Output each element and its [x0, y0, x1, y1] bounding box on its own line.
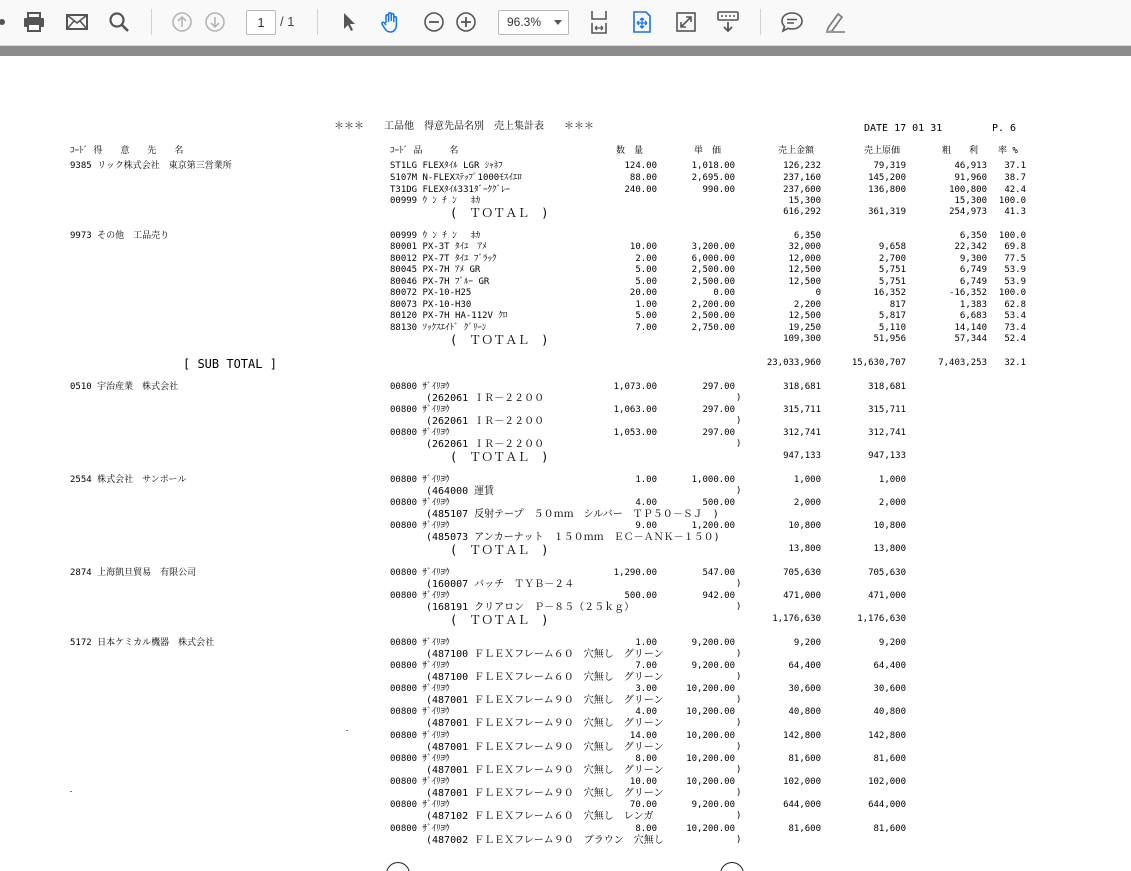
item-detail: (160007 バッチ ＴＹＢ－２４	[426, 579, 575, 590]
unit-price: 10,200.00	[686, 754, 735, 764]
unit-price: 9,200.00	[691, 638, 735, 648]
item-detail: (487001 ＦＬＥＸフレーム９０ 穴無し グリーン	[426, 788, 664, 799]
header-item: ｺｰﾄﾞ 品 名	[390, 146, 459, 156]
unit-price: 990.00	[702, 185, 735, 195]
unit-price: 10,200.00	[686, 731, 735, 741]
quantity: 4.00	[635, 498, 657, 508]
detail-close-paren: )	[736, 602, 742, 612]
gross-profit: 6,683	[959, 311, 987, 321]
item-detail: (485073 アンカーナット １５０ｍｍ ＥＣ－ＡＮＫ－１５０)	[426, 532, 720, 543]
next-page-icon[interactable]	[199, 7, 231, 37]
sales-amount: 64,400	[788, 661, 821, 671]
cost-amount: 5,817	[878, 311, 906, 321]
gross-profit: -16,352	[949, 288, 987, 298]
profit-rate: 38.7	[1004, 173, 1026, 183]
quantity: 1,053.00	[613, 428, 657, 438]
item-name: S107M N-FLEXｽﾃｯﾌﾟ1000ﾓｽｲｴﾛ	[390, 173, 522, 183]
customer-name: 0510 宇治産業 株式会社	[70, 382, 179, 392]
sign-icon[interactable]	[819, 7, 851, 37]
unit-price: 6,000.00	[691, 254, 735, 264]
cost-amount: 5,110	[878, 323, 906, 333]
header-quantity: 数 量	[616, 146, 644, 156]
total-label: ( ＴＯＴＡＬ )	[450, 613, 549, 627]
quantity: 8.00	[635, 754, 657, 764]
unit-price: 3,200.00	[691, 242, 735, 252]
quantity: 20.00	[629, 288, 657, 298]
unit-price: 0.00	[713, 288, 735, 298]
item-detail: (487102 ＦＬＥＸフレーム６０ 穴無し レンガ	[426, 811, 654, 822]
gross-profit: 14,140	[954, 323, 987, 333]
cost-amount: 5,751	[878, 265, 906, 275]
cost-amount: 1,000	[878, 475, 906, 485]
detail-close-paren: )	[736, 416, 742, 426]
sales-amount: 126,232	[783, 161, 821, 171]
item-name: 00800 ｻﾞｲﾘﾖｳ	[390, 754, 450, 764]
quantity: 70.00	[629, 800, 657, 810]
unit-price: 297.00	[702, 405, 735, 415]
sales-amount: 237,160	[783, 173, 821, 183]
detail-close-paren: )	[736, 672, 742, 682]
profit-rate: 77.5	[1004, 254, 1026, 264]
item-name: 00800 ｻﾞｲﾘﾖｳ	[390, 661, 450, 671]
gross-profit: 100,800	[949, 185, 987, 195]
detail-close-paren: )	[736, 835, 742, 845]
cost-amount: 81,600	[873, 824, 906, 834]
item-detail: (262061 ＩＲ－２２００	[426, 416, 545, 427]
sales-amount: 81,600	[788, 754, 821, 764]
item-name: 80072 PX-10-H25	[390, 288, 472, 298]
cost-amount: 817	[889, 300, 906, 310]
item-name: 00800 ｻﾞｲﾘﾖｳ	[390, 498, 450, 508]
sales-amount: 471,000	[783, 591, 821, 601]
cost-amount: 318,681	[868, 382, 906, 392]
quantity: 5.00	[635, 265, 657, 275]
search-icon[interactable]	[103, 7, 135, 37]
sales-amount: 6,350	[793, 231, 821, 241]
gross-profit: 57,344	[954, 334, 987, 344]
item-name: 00800 ｻﾞｲﾘﾖｳ	[390, 475, 450, 485]
header-customer: ｺｰﾄﾞ 得 意 先 名	[70, 146, 184, 156]
detail-close-paren: )	[736, 695, 742, 705]
item-name: ST1LG FLEXﾀｲﾙ LGR ｼｬﾈﾌ	[390, 161, 503, 171]
unit-price: 547.00	[702, 568, 735, 578]
unit-price: 2,500.00	[691, 311, 735, 321]
quantity: 1.00	[635, 475, 657, 485]
quantity: 5.00	[635, 277, 657, 287]
unit-price: 9,200.00	[691, 661, 735, 671]
quantity: 14.00	[629, 731, 657, 741]
cost-amount: 136,800	[868, 185, 906, 195]
quantity: 3.00	[635, 684, 657, 694]
item-name: 00999 ｳ ﾝ ﾁ ﾝ ﾎｶ	[390, 196, 481, 206]
quantity: 10.00	[629, 777, 657, 787]
profit-rate: 100.0	[998, 231, 1026, 241]
cost-amount: 471,000	[868, 591, 906, 601]
item-name: 00800 ｻﾞｲﾘﾖｳ	[390, 382, 450, 392]
printer-icon[interactable]	[18, 7, 50, 37]
unit-price: 297.00	[702, 382, 735, 392]
cost-amount: 9,200	[878, 638, 906, 648]
profit-rate: 69.8	[1004, 242, 1026, 252]
item-detail: (262061 ＩＲ－２２００	[426, 393, 545, 404]
comment-icon[interactable]	[776, 7, 808, 37]
quantity: 1,073.00	[613, 382, 657, 392]
unit-price: 9,200.00	[691, 800, 735, 810]
cost-amount: 30,600	[873, 684, 906, 694]
item-name: 00800 ｻﾞｲﾘﾖｳ	[390, 521, 450, 531]
item-name: 00800 ｻﾞｲﾘﾖｳ	[390, 638, 450, 648]
sales-amount: 15,300	[788, 196, 821, 206]
customer-name: 2874 上海凱旦貿易 有限公司	[70, 568, 197, 578]
cost-amount: 361,319	[868, 207, 906, 217]
header-rate: 率 %	[998, 146, 1018, 156]
gross-profit: 22,342	[954, 242, 987, 252]
item-name: 00800 ｻﾞｲﾘﾖｳ	[390, 591, 450, 601]
page-number: P. 6	[992, 123, 1017, 134]
total-label: ( ＴＯＴＡＬ )	[450, 450, 549, 464]
quantity: 124.00	[624, 161, 657, 171]
pdf-page	[0, 56, 1131, 871]
item-detail: (487100 ＦＬＥＸフレーム６０ 穴無し グリーン	[426, 672, 664, 683]
item-name: 00800 ｻﾞｲﾘﾖｳ	[390, 684, 450, 694]
item-detail: (168191 クリアロン Ｐ－８５（２５ｋｇ）	[426, 602, 635, 613]
gross-profit: 1,383	[959, 300, 987, 310]
detail-close-paren: )	[736, 649, 742, 659]
sales-amount: 237,600	[783, 185, 821, 195]
sales-amount: 312,741	[783, 428, 821, 438]
cost-amount: 644,000	[868, 800, 906, 810]
unit-price: 1,000.00	[691, 475, 735, 485]
cost-amount: 40,800	[873, 707, 906, 717]
item-name: 00800 ｻﾞｲﾘﾖｳ	[390, 428, 450, 438]
unit-price: 10,200.00	[686, 824, 735, 834]
customer-name: 2554 株式会社 サンポール	[70, 475, 187, 485]
profit-rate: 53.9	[1004, 265, 1026, 275]
total-label: ( ＴＯＴＡＬ )	[450, 543, 549, 557]
sales-amount: 12,500	[788, 311, 821, 321]
gross-profit: 7,403,253	[938, 358, 987, 368]
gross-profit: 46,913	[954, 161, 987, 171]
item-name: 00800 ｻﾞｲﾘﾖｳ	[390, 405, 450, 415]
item-detail: (487002 ＦＬＥＸフレーム９０ ブラウン 穴無し	[426, 835, 664, 846]
profit-rate: 52.4	[1004, 334, 1026, 344]
sales-amount: 947,133	[783, 451, 821, 461]
cost-amount: 15,630,707	[851, 358, 906, 368]
sales-amount: 30,600	[788, 684, 821, 694]
gross-profit: 91,960	[954, 173, 987, 183]
item-name: 80012 PX-7T ﾀｲﾕ ﾌﾞﾗｯｸ	[390, 254, 497, 264]
sales-amount: 12,500	[788, 265, 821, 275]
detail-close-paren: )	[736, 765, 742, 775]
header-cost: 売上原価	[864, 146, 901, 156]
mail-icon[interactable]	[61, 7, 93, 37]
profit-rate: 37.1	[1004, 161, 1026, 171]
unit-price: 500.00	[702, 498, 735, 508]
detail-close-paren: )	[736, 742, 742, 752]
cost-amount: 5,751	[878, 277, 906, 287]
binder-hole	[720, 862, 744, 871]
header-unit-price: 単 価	[694, 146, 722, 156]
gross-profit: 6,350	[959, 231, 987, 241]
report-title: ＊＊＊ 工品他 得意先品名別 売上集計表 ＊＊＊	[334, 121, 594, 132]
unit-price: 2,695.00	[691, 173, 735, 183]
fit-width-icon[interactable]	[626, 7, 658, 37]
customer-name: 5172 日本ケミカル機器 株式会社	[70, 638, 215, 648]
sales-amount: 1,000	[793, 475, 821, 485]
gross-profit: 15,300	[954, 196, 987, 206]
quantity: 7.00	[635, 323, 657, 333]
item-name: 00800 ｻﾞｲﾘﾖｳ	[390, 824, 450, 834]
scan-speck	[346, 730, 348, 731]
sales-amount: 318,681	[783, 382, 821, 392]
item-detail: (487001 ＦＬＥＸフレーム９０ 穴無し グリーン	[426, 765, 664, 776]
item-name: 88130 ｿｯｸｽｴｲﾄﾞ ｸﾞﾘｰﾝ	[390, 323, 487, 333]
cost-amount: 145,200	[868, 173, 906, 183]
sales-amount: 2,200	[793, 300, 821, 310]
item-name: 00800 ｻﾞｲﾘﾖｳ	[390, 800, 450, 810]
detail-close-paren: )	[736, 788, 742, 798]
cost-amount: 51,956	[873, 334, 906, 344]
reader-toolbar	[0, 0, 1131, 46]
item-name: 00800 ｻﾞｲﾘﾖｳ	[390, 731, 450, 741]
quantity: 8.00	[635, 824, 657, 834]
profit-rate: 41.3	[1004, 207, 1026, 217]
unit-price: 2,200.00	[691, 300, 735, 310]
item-name: 80073 PX-10-H30	[390, 300, 472, 310]
page-total-label: / 1	[280, 14, 295, 29]
gross-profit: 6,749	[959, 277, 987, 287]
sales-amount: 81,600	[788, 824, 821, 834]
sales-amount: 616,292	[783, 207, 821, 217]
sales-amount: 12,500	[788, 277, 821, 287]
gross-profit: 6,749	[959, 265, 987, 275]
unit-price: 942.00	[702, 591, 735, 601]
binder-hole	[386, 862, 410, 871]
full-screen-icon[interactable]	[670, 7, 702, 37]
unit-price: 297.00	[702, 428, 735, 438]
item-name: 80001 PX-3T ﾀｲﾕ ｱﾒ	[390, 242, 487, 252]
cost-amount: 79,319	[873, 161, 906, 171]
header-profit: 粗 利	[942, 146, 979, 156]
gross-profit: 254,973	[949, 207, 987, 217]
profit-rate: 53.9	[1004, 277, 1026, 287]
profit-rate: 62.8	[1004, 300, 1026, 310]
item-name: T31DG FLEXﾀｲﾙ331ﾀﾞｰｸｸﾞﾚｰ	[390, 185, 510, 195]
sales-amount: 10,800	[788, 521, 821, 531]
cost-amount: 312,741	[868, 428, 906, 438]
customer-name: 9385 リック株式会社 東京第三営業所	[70, 161, 232, 171]
sales-amount: 102,000	[783, 777, 821, 787]
cost-amount: 142,800	[868, 731, 906, 741]
page-fit-icon[interactable]	[583, 7, 615, 37]
sales-amount: 12,000	[788, 254, 821, 264]
quantity: 4.00	[635, 707, 657, 717]
zoom-in-icon[interactable]	[450, 7, 482, 37]
toolbar-divider	[760, 9, 761, 35]
sales-amount: 0	[815, 288, 821, 298]
quantity: 10.00	[629, 242, 657, 252]
detail-close-paren: )	[736, 486, 742, 496]
quantity: 9.00	[635, 521, 657, 531]
item-name: 80046 PX-7H ﾌﾞﾙｰ GR	[390, 277, 490, 287]
cost-amount: 102,000	[868, 777, 906, 787]
item-detail: (487100 ＦＬＥＸフレーム６０ 穴無し グリーン	[426, 649, 664, 660]
cost-amount: 9,658	[878, 242, 906, 252]
toolbar-divider	[151, 9, 152, 35]
total-label: ( ＴＯＴＡＬ )	[450, 206, 549, 220]
quantity: 240.00	[624, 185, 657, 195]
cost-amount: 10,800	[873, 521, 906, 531]
sales-amount: 32,000	[788, 242, 821, 252]
detail-close-paren: )	[736, 393, 742, 403]
cost-amount: 2,700	[878, 254, 906, 264]
document-frame-border	[0, 46, 1131, 56]
cost-amount: 16,352	[873, 288, 906, 298]
gross-profit: 9,300	[959, 254, 987, 264]
item-detail: (487001 ＦＬＥＸフレーム９０ 穴無し グリーン	[426, 695, 664, 706]
subtotal-label: [ SUB TOTAL ]	[183, 357, 277, 371]
detail-close-paren: )	[736, 718, 742, 728]
cost-amount: 705,630	[868, 568, 906, 578]
previous-page-icon[interactable]	[166, 7, 198, 37]
sales-amount: 1,176,630	[772, 614, 821, 624]
toolbar-divider	[317, 9, 318, 35]
zoom-out-icon[interactable]	[418, 7, 450, 37]
item-detail: (464000 運賃	[426, 486, 495, 497]
unit-price: 1,018.00	[691, 161, 735, 171]
page-number-input[interactable]: 1	[246, 10, 276, 35]
quantity: 5.00	[635, 311, 657, 321]
sales-amount: 705,630	[783, 568, 821, 578]
header-sales: 売上金額	[778, 146, 815, 156]
item-name: 80120 PX-7H HA-112V ｸﾛ	[390, 311, 508, 321]
sales-amount: 109,300	[783, 334, 821, 344]
item-name: 00800 ｻﾞｲﾘﾖｳ	[390, 777, 450, 787]
item-name: 00999 ｳ ﾝ ﾁ ﾝ ﾎｶ	[390, 231, 481, 241]
sales-amount: 23,033,960	[766, 358, 821, 368]
sales-amount: 315,711	[783, 405, 821, 415]
quantity: 1.00	[635, 638, 657, 648]
reading-mode-icon[interactable]	[712, 7, 744, 37]
cost-amount: 947,133	[868, 451, 906, 461]
profit-rate: 42.4	[1004, 185, 1026, 195]
sales-amount: 40,800	[788, 707, 821, 717]
item-name: 80045 PX-7H ｱﾒ GR	[390, 265, 481, 275]
profit-rate: 53.4	[1004, 311, 1026, 321]
profit-rate: 100.0	[998, 196, 1026, 206]
quantity: 7.00	[635, 661, 657, 671]
chevron-down-icon	[554, 20, 562, 25]
cost-amount: 81,600	[873, 754, 906, 764]
partial-tool-icon[interactable]	[0, 7, 18, 37]
sales-amount: 2,000	[793, 498, 821, 508]
sales-amount: 644,000	[783, 800, 821, 810]
cost-amount: 64,400	[873, 661, 906, 671]
item-name: 00800 ｻﾞｲﾘﾖｳ	[390, 707, 450, 717]
sales-amount: 19,250	[788, 323, 821, 333]
cost-amount: 1,176,630	[857, 614, 906, 624]
quantity: 1,063.00	[613, 405, 657, 415]
sales-amount: 142,800	[783, 731, 821, 741]
item-name: 00800 ｻﾞｲﾘﾖｳ	[390, 568, 450, 578]
cost-amount: 315,711	[868, 405, 906, 415]
profit-rate: 32.1	[1004, 358, 1026, 368]
total-label: ( ＴＯＴＡＬ )	[450, 333, 549, 347]
select-arrow-icon[interactable]	[333, 7, 365, 37]
sales-amount: 13,800	[788, 544, 821, 554]
unit-price: 10,200.00	[686, 707, 735, 717]
unit-price: 2,500.00	[691, 277, 735, 287]
profit-rate: 73.4	[1004, 323, 1026, 333]
unit-price: 1,200.00	[691, 521, 735, 531]
zoom-level-select[interactable]	[498, 10, 569, 35]
unit-price: 10,200.00	[686, 684, 735, 694]
detail-close-paren: )	[736, 579, 742, 589]
zoom-level-value: 96.3%	[507, 15, 542, 29]
profit-rate: 100.0	[998, 288, 1026, 298]
sales-amount: 9,200	[793, 638, 821, 648]
unit-price: 10,200.00	[686, 777, 735, 787]
detail-close-paren: )	[736, 439, 742, 449]
scan-speck	[70, 791, 72, 792]
quantity: 1,290.00	[613, 568, 657, 578]
quantity: 2.00	[635, 254, 657, 264]
detail-close-paren: )	[736, 811, 742, 821]
unit-price: 2,750.00	[691, 323, 735, 333]
item-detail: (487001 ＦＬＥＸフレーム９０ 穴無し グリーン	[426, 742, 664, 753]
item-detail: (262061 ＩＲ－２２００	[426, 439, 545, 450]
item-detail: (485107 反射テープ ５０ｍｍ シルバー ＴＰ５０－ＳＪ )	[426, 509, 719, 520]
hand-tool-icon[interactable]	[375, 7, 407, 37]
cost-amount: 13,800	[873, 544, 906, 554]
item-detail: (487001 ＦＬＥＸフレーム９０ 穴無し グリーン	[426, 718, 664, 729]
cost-amount: 2,000	[878, 498, 906, 508]
report-date: DATE 17 01 31	[864, 123, 943, 134]
quantity: 1.00	[635, 300, 657, 310]
unit-price: 2,500.00	[691, 265, 735, 275]
quantity: 500.00	[624, 591, 657, 601]
customer-name: 9973 その他 工品売り	[70, 231, 170, 241]
quantity: 88.00	[629, 173, 657, 183]
